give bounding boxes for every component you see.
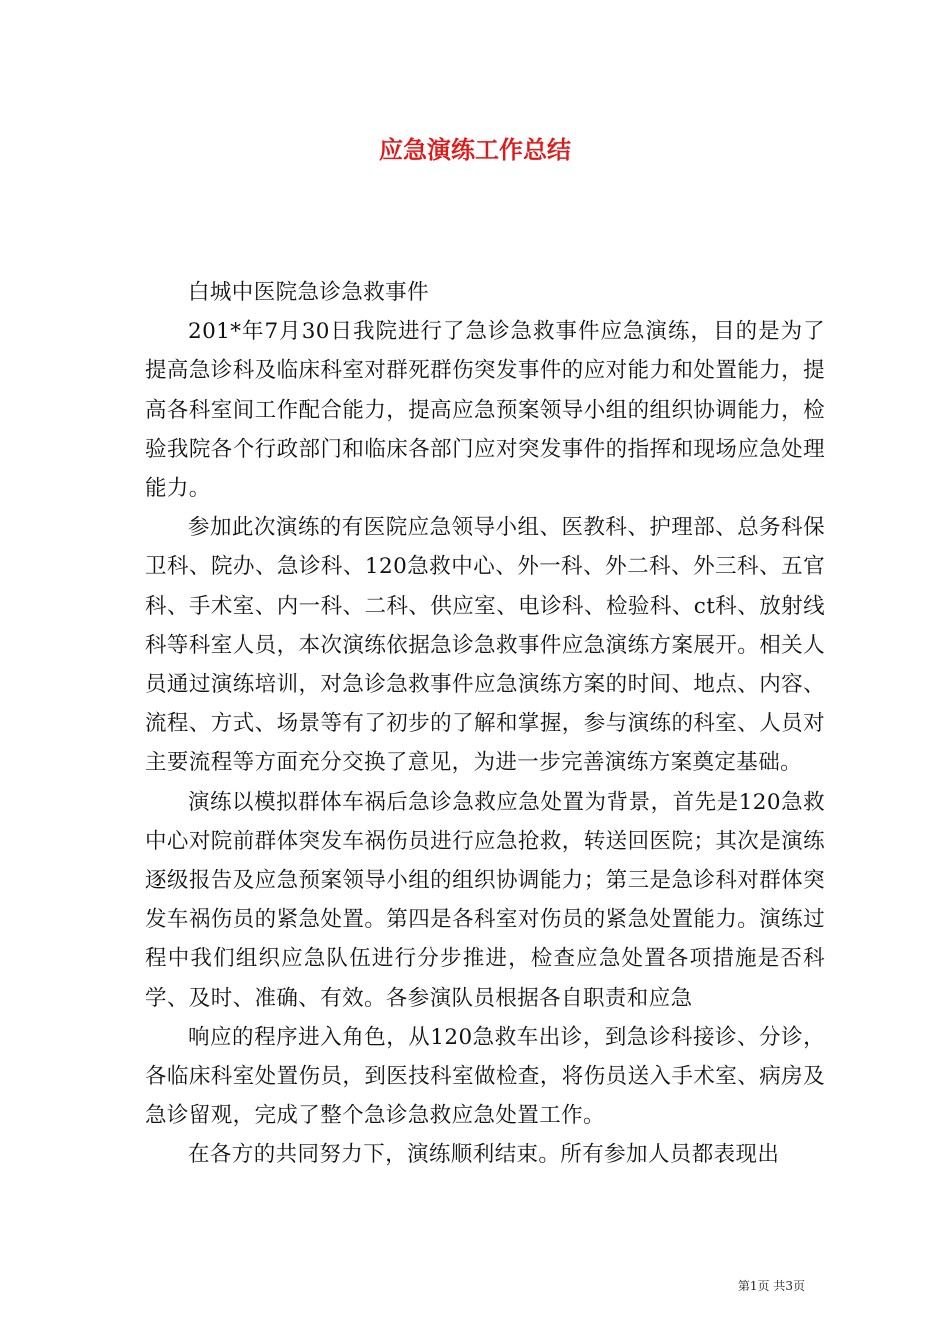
paragraph-subtitle: 白城中医院急诊急救事件 xyxy=(188,280,429,305)
page-title: 应急演练工作总结 xyxy=(379,136,571,164)
paragraph-participants: 参加此次演练的有医院应急领导小组、医教科、护理部、总务科保卫科、院办、急诊科、120急救中心、外一科、外二科、外三科、五官科、手术室、内一科、二科、供应室、电诊科、检验科、ct科、放射线科等科室人员，本次演练依据急诊急救事件应急演练方案展开。相关人员通过演练培训，对急诊急救事件应急演练方案的时间、地点、内容、流程、方式、场景等有了初步的了解和掌握，参与演练的科室、人员对主要流程等方面充分交换了意见，为进一步完善演练方案奠定基础。 xyxy=(145,515,825,776)
paragraph-scenario: 演练以模拟群体车祸后急诊急救应急处置为背景，首先是120急救中心对院前群体突发车祸伤员进行应急抢救，转送回医院；其次是演练逐级报告及应急预案领导小组的组织协调能力；第三是急诊科对群体突发车祸伤员的紧急处置。第四是各科室对伤员的紧急处置能力。演练过程中我们组织应急队伍进行分步推进，检查应急处置各项措施是否科学、及时、准确、有效。各参演队员根据各自职责和应急 xyxy=(145,789,825,1011)
page-number: 第1页 共3页 xyxy=(737,1279,805,1293)
paragraph-conclusion: 在各方的共同努力下，演练顺利结束。所有参加人员都表现出 xyxy=(188,1142,780,1168)
paragraph-purpose: 201*年7月30日我院进行了急诊急救事件应急演练，目的是为了提高急诊科及临床科室对群死群伤突发事件的应对能力和处置能力，提高各科室间工作配合能力，提高应急预案领导小组的组织协调能力，检验我院各个行政部门和临床各部门应对突发事件的指挥和现场应急处理能力。 xyxy=(145,319,825,502)
paragraph-response: 响应的程序进入角色，从120急救车出诊，到急诊科接诊、分诊，各临床科室处置伤员，到医技科室做检查，将伤员送入手术室、病房及急诊留观，完成了整个急诊急救应急处置工作。 xyxy=(145,1024,825,1129)
document-body xyxy=(145,273,825,1175)
